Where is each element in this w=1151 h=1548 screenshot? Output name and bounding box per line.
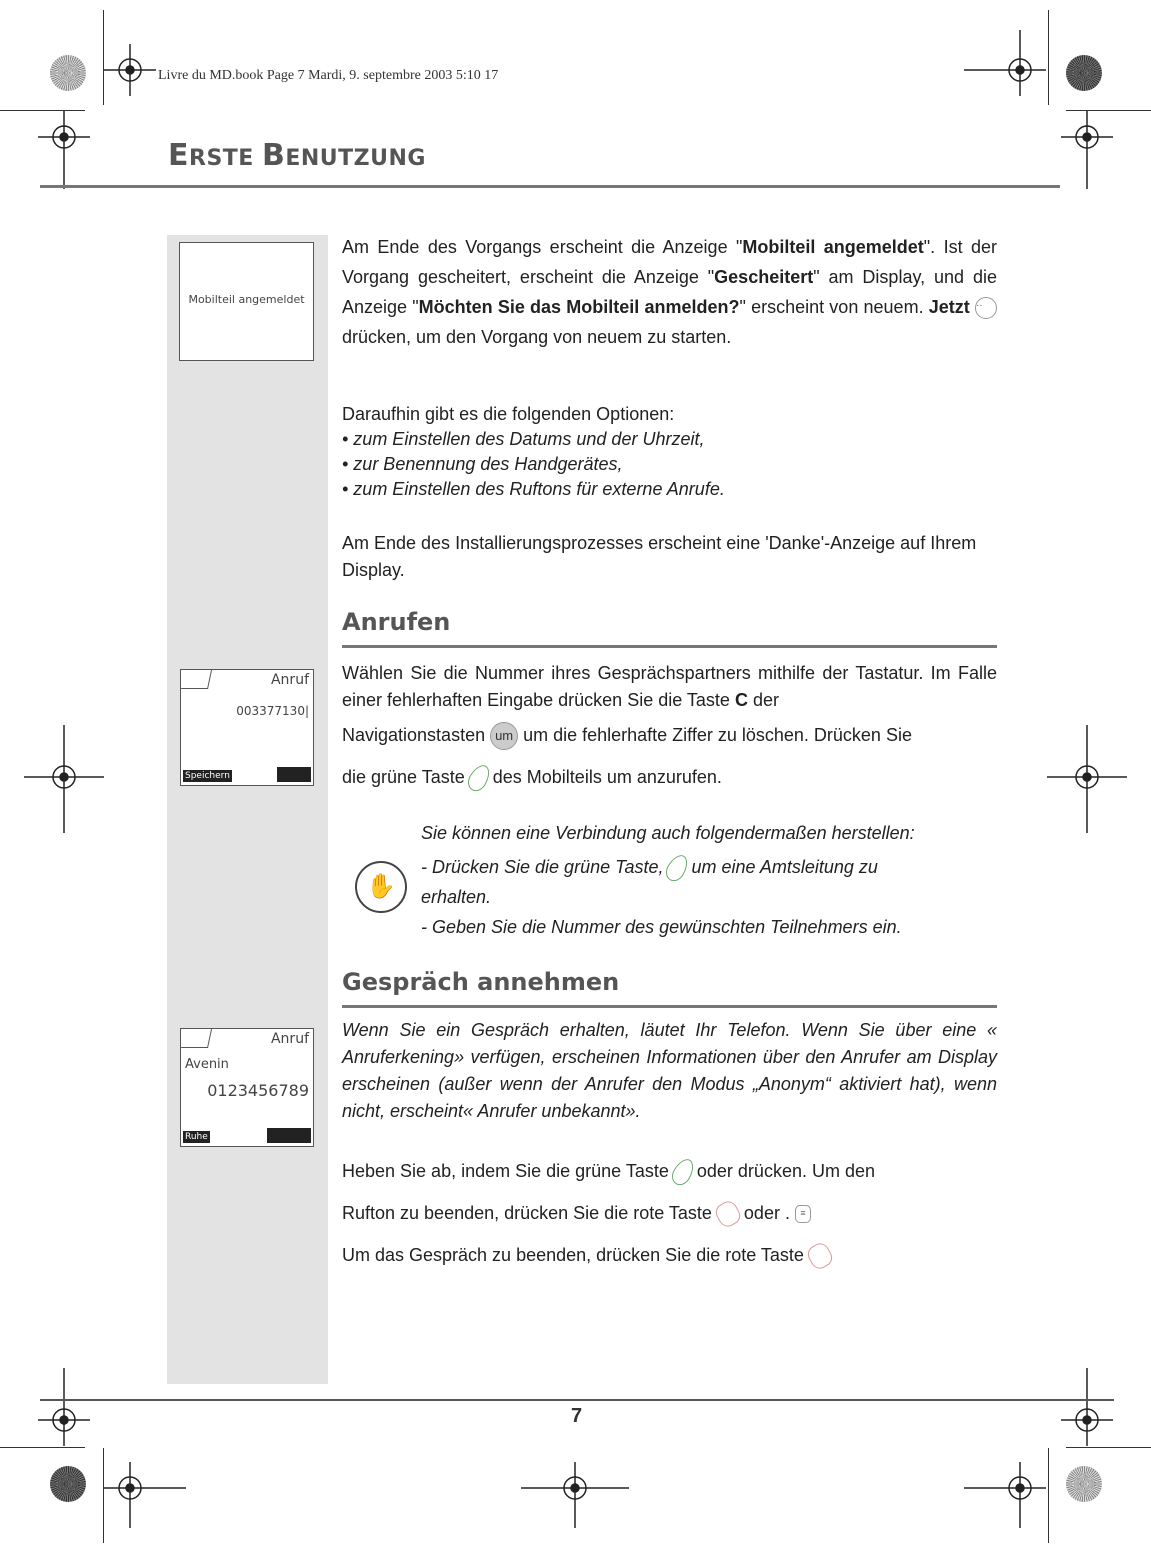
- footer-rule: [40, 1399, 1114, 1401]
- option-item: • zur Benennung des Handgerätes,: [342, 454, 623, 474]
- note-line: erhalten.: [421, 887, 492, 908]
- display-title: Anruf: [270, 672, 309, 688]
- registration-mark-icon: [1047, 725, 1127, 833]
- section-heading-annehmen: Gespräch annehmen: [342, 968, 620, 996]
- display-text: Mobilteil angemeldet: [188, 293, 305, 306]
- menu-key-icon: ≡: [795, 1205, 811, 1223]
- red-key-icon: [804, 1240, 835, 1272]
- anrufen-paragraph: Wählen Sie die Nummer ihres Gesprächspartners mithilfe der Tastatur. Im Falle einer fehlerhaften Eingabe drücken Sie die Taste C der: [342, 663, 997, 710]
- display-title: Anruf: [270, 1031, 309, 1047]
- annehmen-line-pickup: Heben Sie ab, indem Sie die grüne Taste oder drücken. Um den: [342, 1158, 997, 1186]
- options-intro: Daraufhin gibt es die folgenden Optionen:: [342, 404, 675, 424]
- registration-mark-icon: [104, 1462, 186, 1528]
- registration-mark-icon: [964, 30, 1046, 96]
- note-line: Sie können eine Verbindung auch folgendermaßen herstellen:: [421, 823, 915, 843]
- page-number: 7: [571, 1405, 583, 1427]
- option-item: • zum Einstellen des Datums und der Uhrzeit,: [342, 429, 705, 449]
- softkey-save: Speichern: [185, 771, 230, 781]
- sidebar: [167, 235, 328, 1384]
- options-block: [342, 402, 997, 502]
- note-line: - Geben Sie die Nummer des gewünschten Teilnehmers ein.: [421, 917, 902, 938]
- softkey-right: [267, 1128, 311, 1143]
- chapter-title: ERSTE BENUTZUNG: [168, 138, 426, 173]
- display-tab: [181, 670, 212, 689]
- annehmen-line-hangup: Um das Gespräch zu beenden, drücken Sie die rote Taste: [342, 1242, 997, 1269]
- registration-mark-icon: [104, 44, 156, 96]
- annehmen-paragraph: Wenn Sie ein Gespräch erhalten, läutet Ihr Telefon. Wenn Sie über eine « Anruferkening» verfügen, erscheinen Informationen über den Anrufer am Display erscheinen (außer wenn der Anrufer den Modus „Anonym“ aktiviert hat), wenn nicht, erscheint« Anrufer unbekannt».: [342, 1020, 997, 1121]
- anrufen-line-nav: Navigationstasten um um die fehlerhafte Ziffer zu löschen. Drücken Sie: [342, 722, 997, 750]
- annehmen-line-ringoff: Rufton zu beenden, drücken Sie die rote Taste oder . ≡: [342, 1200, 997, 1227]
- install-end-paragraph: Am Ende des Installierungsprozesses erscheint eine 'Danke'-Anzeige auf Ihrem Display.: [342, 533, 977, 580]
- registration-mark-icon: [1061, 111, 1113, 189]
- caller-number: 0123456789: [207, 1081, 309, 1100]
- section-rule: [342, 1005, 997, 1008]
- hand-icon: ✋: [355, 861, 407, 913]
- note-line: - Drücken Sie die grüne Taste, um eine Amtsleitung zu: [421, 852, 997, 882]
- section-heading-anrufen: Anrufen: [342, 608, 451, 636]
- print-slug: Livre du MD.book Page 7 Mardi, 9. septembre 2003 5:10 17: [158, 68, 499, 83]
- note-block: [421, 818, 997, 942]
- registration-mark-icon: [38, 111, 90, 189]
- nav-key-icon: um: [490, 722, 518, 750]
- header-rule: [40, 185, 1060, 188]
- section-rule: [342, 645, 997, 648]
- display-registered: [179, 242, 314, 361]
- intro-paragraph: Am Ende des Vorgangs erscheint die Anzeige "Mobilteil angemeldet". Ist der Vorgang gescheitert, erscheint die Anzeige "Gescheitert" am Display, und die Anzeige "Möchten Sie das Mobilteil anmelden?" erscheint von neuem. Jetzt ·· drücken, um den Vorgang von neuem zu starten.: [342, 237, 997, 347]
- caller-name: Avenin: [185, 1057, 229, 1072]
- option-item: • zum Einstellen des Ruftons für externe Anrufe.: [342, 479, 725, 499]
- display-dialing: [180, 669, 314, 786]
- registration-mark-icon: [964, 1462, 1046, 1528]
- softkey-right: [277, 767, 311, 782]
- display-incoming: [180, 1028, 314, 1147]
- registration-mark-icon: [1061, 1368, 1113, 1446]
- anrufen-line-green: die grüne Taste des Mobilteils um anzurufen.: [342, 764, 997, 792]
- registration-mark-icon: [24, 725, 104, 833]
- softkey-silence: Ruhe: [185, 1132, 208, 1142]
- registration-mark-icon: [38, 1368, 90, 1446]
- display-tab: [181, 1029, 212, 1048]
- registration-mark-icon: [521, 1462, 629, 1528]
- ok-key-icon: ··: [975, 297, 997, 319]
- dialed-number: 003377130|: [236, 704, 309, 718]
